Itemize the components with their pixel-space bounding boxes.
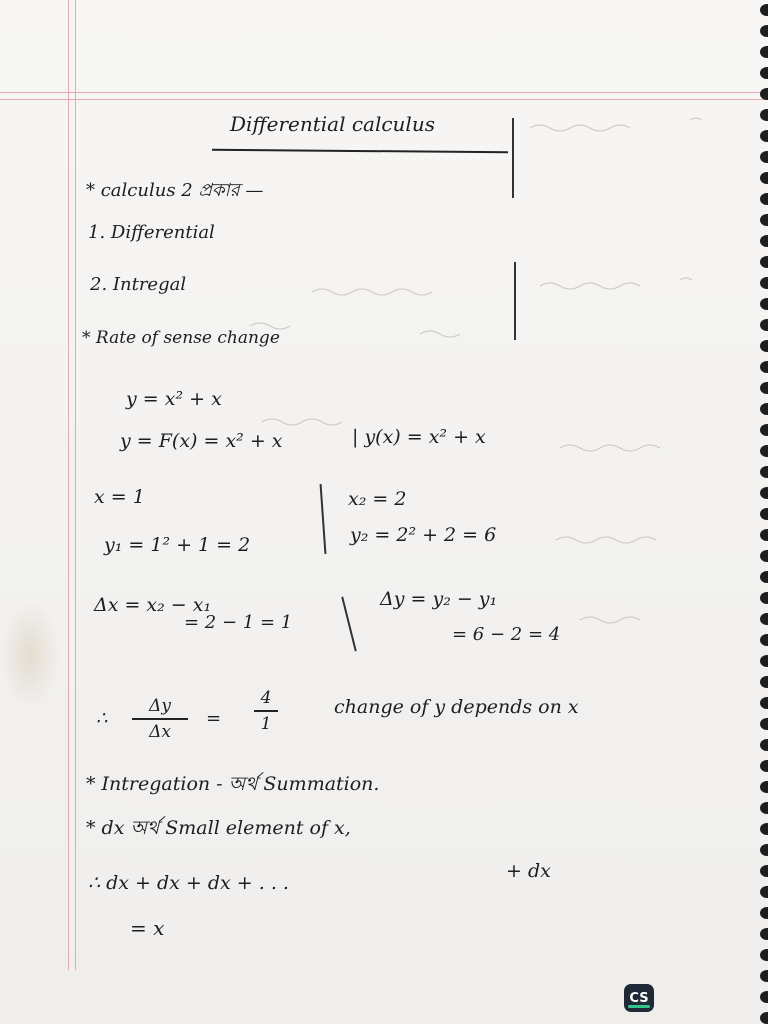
- fraction-numerator: 4: [260, 688, 272, 708]
- rate-of-change-heading: * Rate of sense change: [82, 328, 280, 348]
- camscanner-badge: CS: [624, 984, 654, 1012]
- title-divider: [512, 118, 514, 198]
- item-integral: 2. Intregal: [90, 274, 187, 295]
- page-title: Differential calculus: [230, 112, 435, 136]
- equation-function-alt: | y(x) = x² + x: [352, 426, 486, 448]
- therefore-symbol: ∴: [96, 708, 108, 729]
- delta-x-result: = 2 − 1 = 1: [184, 612, 293, 633]
- ratio-value-fraction: [254, 688, 278, 734]
- equals-sign: =: [206, 708, 222, 729]
- fraction-bar: [132, 718, 188, 720]
- equation-function: y = F(x) = x² + x: [120, 430, 283, 452]
- sum-expression: ∴ dx + dx + dx + . . .: [88, 872, 289, 894]
- delta-y: Δy = y₂ − y₁: [380, 588, 498, 610]
- dx-definition: * dx অর্থ Small element of x,: [86, 817, 351, 839]
- section-divider: [514, 262, 516, 340]
- item-differential: 1. Differential: [88, 222, 215, 243]
- delta-y-result: = 6 − 2 = 4: [452, 624, 561, 645]
- fraction-numerator: Δy: [149, 696, 171, 716]
- sum-expression-tail: + dx: [506, 860, 551, 882]
- x1-value: x = 1: [94, 486, 145, 508]
- integration-definition: * Intregation - অর্থ Summation.: [86, 773, 380, 795]
- delta-x: Δx = x₂ − x₁: [94, 594, 212, 616]
- conclusion-text: change of y depends on x: [334, 696, 579, 718]
- calculus-types-heading: * calculus 2 প্রকার —: [86, 180, 264, 201]
- fraction-bar: [254, 710, 278, 712]
- equation-y: y = x² + x: [126, 388, 222, 410]
- sum-result: = x: [130, 916, 165, 940]
- fraction-denominator: Δx: [149, 722, 171, 742]
- delta-ratio-fraction: [132, 696, 188, 742]
- x2-value: x₂ = 2: [348, 488, 407, 510]
- y2-value: y₂ = 2² + 2 = 6: [350, 524, 497, 546]
- y1-value: y₁ = 1² + 1 = 2: [104, 534, 251, 556]
- fraction-denominator: 1: [260, 714, 272, 734]
